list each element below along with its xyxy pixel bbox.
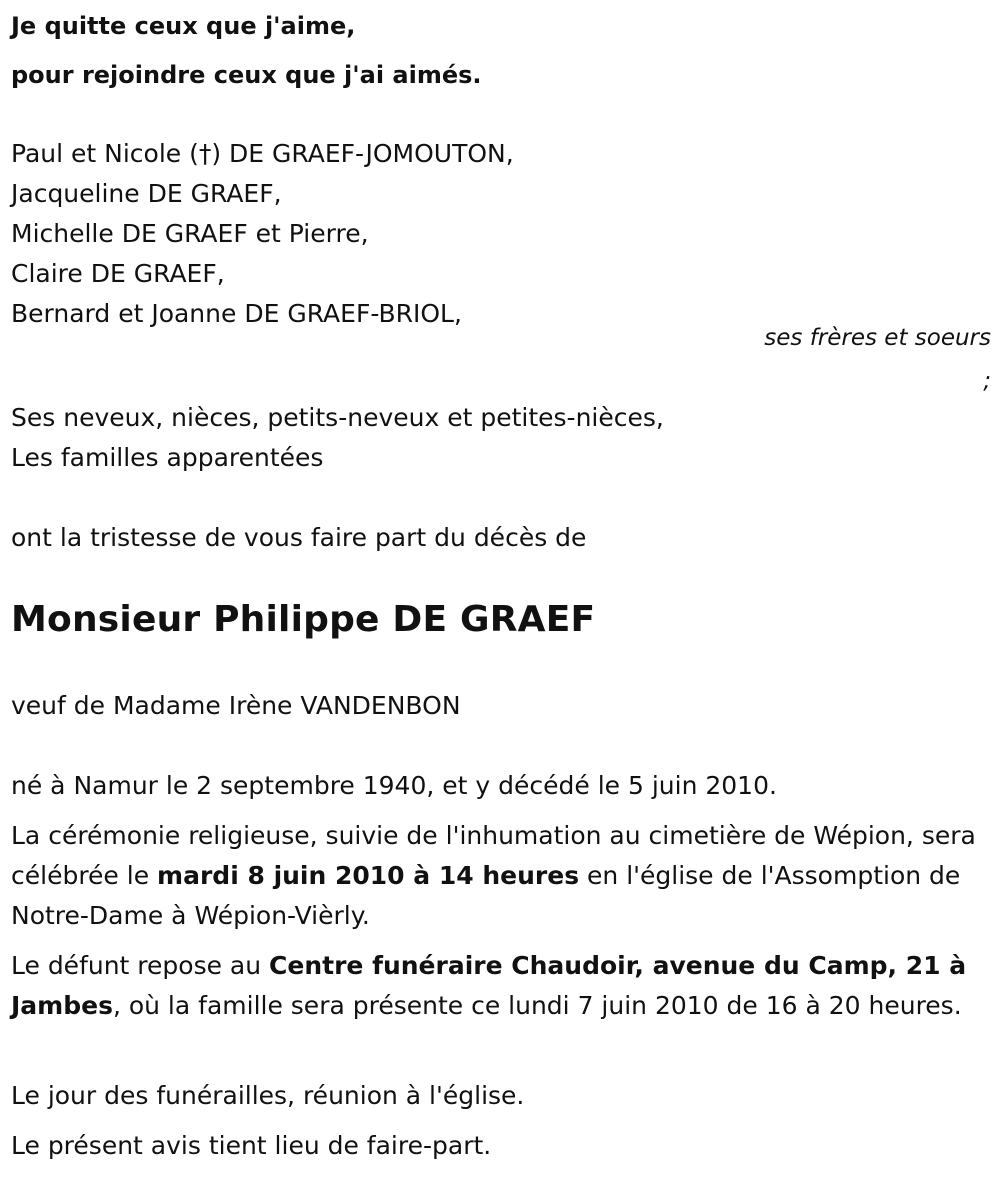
relatives-line: Les familles apparentées <box>11 443 324 472</box>
birth-death-text: né à Namur le 2 septembre 1940, et y décédé le 5 juin 2010. <box>11 771 777 800</box>
sibling-line: Paul et Nicole (†) DE GRAEF-JOMOUTON, <box>11 139 514 168</box>
announcement-text: ont la tristesse de vous faire part du décès de <box>11 523 587 552</box>
sibling-line: Bernard et Joanne DE GRAEF-BRIOL, <box>11 299 462 328</box>
viewing-hours: , où la famille sera présente ce lundi 7 juin 2010 de 16 à 20 heures. <box>112 991 962 1020</box>
epigraph-line-1: Je quitte ceux que j'aime, <box>11 12 356 40</box>
siblings-role: ses frères et soeurs <box>764 325 991 351</box>
sibling-line: Michelle DE GRAEF et Pierre, <box>11 219 369 248</box>
ceremony-text: La cérémonie religieuse, suivie de l'inhumation au cimetière de Wépion, sera célébrée le <box>11 821 976 890</box>
notice-text: Le présent avis tient lieu de faire-part. <box>11 1131 492 1160</box>
funeral-day-text: Le jour des funérailles, réunion à l'église. <box>11 1081 525 1110</box>
siblings-role-punct: ; <box>983 368 991 394</box>
sibling-line: Jacqueline DE GRAEF, <box>11 179 282 208</box>
viewing-paragraph <box>11 946 991 1026</box>
ceremony-location: en l'église de l'Assomption de Notre-Dame à Wépion-Vièrly. <box>11 861 961 930</box>
relatives-line: Ses neveux, nièces, petits-neveux et petites-nièces, <box>11 403 664 432</box>
deceased-name: Monsieur Philippe DE GRAEF <box>11 599 596 640</box>
sibling-line: Claire DE GRAEF, <box>11 259 225 288</box>
ceremony-datetime: mardi 8 juin 2010 à 14 heures <box>157 861 580 890</box>
ceremony-paragraph <box>11 816 991 936</box>
viewing-text: Le défunt repose au <box>11 951 270 980</box>
widower-of: veuf de Madame Irène VANDENBON <box>11 691 461 720</box>
viewing-location: Centre funéraire Chaudoir, avenue du Camp, 21 à Jambes <box>11 951 967 1020</box>
epigraph-line-2: pour rejoindre ceux que j'ai aimés. <box>11 61 482 89</box>
